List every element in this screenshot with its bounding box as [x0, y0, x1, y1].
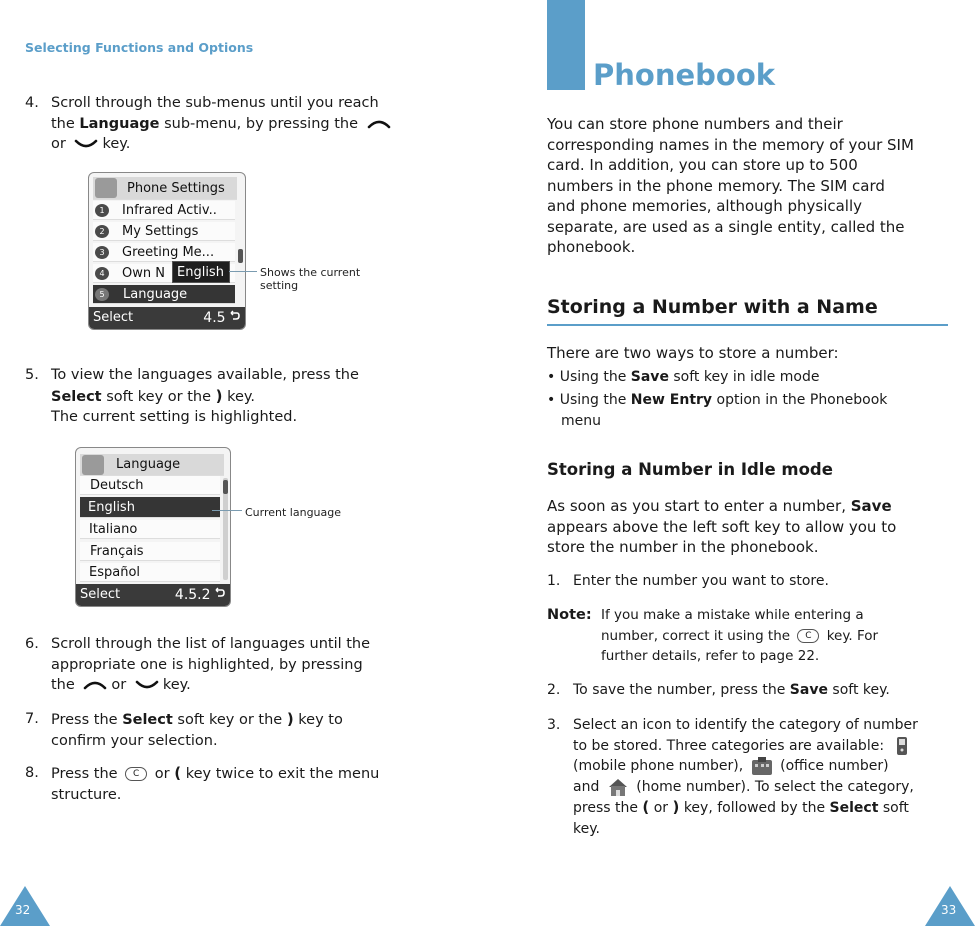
menu-item[interactable]: 2 My Settings: [93, 222, 235, 241]
step-number: 4.: [25, 95, 39, 111]
section-heading: Storing a Number with a Name: [547, 296, 878, 318]
c-key-icon: C: [797, 629, 819, 643]
page-number: 32: [15, 903, 31, 917]
subsection-heading: Storing a Number in Idle mode: [547, 460, 833, 479]
step-text: Press the C or ( key twice to exit the menu: [51, 764, 380, 782]
intro-paragraph: You can store phone numbers and their corresponding names in the memory of your SIM card. In addition, you can store up to 500 numbers in the phone memory. The SIM card and phone memories, although physically separate, are used as a single entity, called the phonebook.: [547, 115, 914, 256]
section-header: Selecting Functions and Options: [25, 40, 254, 55]
scrollbar-thumb[interactable]: [223, 480, 228, 494]
step-6: [25, 634, 445, 696]
scrollbar[interactable]: [238, 249, 243, 263]
step-3: 3. Select an icon to identify the category of number to be stored. Three categories are available: (mobile phone number), (office number) and (home number). To select the category, press the ( or ) key, followed by the Select soft key.: [547, 717, 918, 837]
c-key-icon: C: [125, 767, 147, 781]
language-option-selected[interactable]: English: [80, 497, 220, 518]
step-8: [25, 763, 445, 805]
step-5: [25, 365, 445, 427]
select-soft-key[interactable]: Select: [93, 310, 134, 325]
number-3-icon: 3: [95, 246, 109, 259]
step-text: Select soft key or the ) key.: [51, 386, 256, 405]
bullet-item: • Using the Save soft key in idle mode: [547, 369, 820, 385]
step-text: To save the number, press the Save soft key.: [573, 682, 890, 698]
language-option[interactable]: Italiano: [80, 520, 220, 539]
home-icon: [607, 777, 629, 797]
ways-intro: There are two ways to store a number:: [547, 344, 839, 362]
step-number: 8.: [25, 765, 39, 781]
down-key-icon: [74, 139, 98, 149]
step-text: Press the Select soft key or the ) key to: [51, 710, 343, 728]
menu-index: 4.5: [203, 307, 240, 329]
number-2-icon: 2: [95, 225, 109, 238]
menu-item-selected[interactable]: 5 Language: [93, 285, 235, 304]
back-arrow-icon: [215, 587, 225, 599]
step-text: Scroll through the sub-menus until you reach: [51, 95, 379, 111]
down-key-icon: [135, 680, 159, 690]
note-label: Note:: [547, 607, 592, 623]
step-text: or key.: [51, 136, 131, 152]
language-option[interactable]: Español: [80, 563, 220, 582]
phone-screen-settings: [88, 172, 246, 330]
language-icon: [82, 455, 104, 475]
current-setting-popup: English: [172, 261, 230, 283]
number-5-icon: 5: [95, 288, 109, 301]
phone-screen-language: [75, 447, 231, 607]
number-4-icon: 4: [95, 267, 109, 280]
step-number: 7.: [25, 711, 39, 727]
chapter-title: Phonebook: [593, 58, 776, 92]
back-arrow-icon: [230, 310, 240, 322]
left-soft-key-icon: (: [642, 798, 650, 816]
up-key-icon: [83, 680, 107, 690]
screen-header: Phone Settings: [93, 177, 237, 200]
up-key-icon: [367, 119, 391, 129]
right-soft-key-icon: ): [672, 798, 680, 816]
step-4: [25, 93, 445, 155]
step-7: [25, 709, 445, 751]
left-soft-key-icon: (: [174, 764, 182, 782]
chapter-tab: [547, 0, 585, 90]
menu-item[interactable]: 4 Own N: [93, 264, 235, 283]
right-soft-key-icon: ): [215, 386, 223, 405]
step-text: the or key.: [51, 677, 191, 693]
language-option[interactable]: Deutsch: [80, 476, 220, 495]
step-text: Enter the number you want to store.: [573, 573, 829, 589]
menu-index: 4.5.2: [175, 584, 225, 606]
menu-item[interactable]: 3 Greeting Me...: [93, 243, 235, 262]
note-block: Note: If you make a mistake while entering a number, correct it using the C key. For further details, refer to page 22.: [547, 607, 879, 664]
menu-item[interactable]: 1 Infrared Activ..: [93, 201, 235, 220]
step-number: 2.: [547, 682, 561, 698]
language-option[interactable]: Français: [80, 542, 220, 561]
step-number: 6.: [25, 636, 39, 652]
step-number: 1.: [547, 573, 561, 589]
step-number: 5.: [25, 367, 39, 383]
office-icon: [751, 756, 773, 776]
step-text: the Language sub-menu, by pressing the: [51, 114, 441, 135]
callout-current-setting: Shows the current setting: [260, 266, 361, 292]
screen-header: Language: [80, 454, 224, 476]
step-2: [547, 680, 957, 701]
number-1-icon: 1: [95, 204, 109, 217]
heading-rule: [547, 324, 948, 326]
settings-icon: [95, 178, 117, 198]
soft-key-bar: [76, 584, 230, 606]
step-text: appropriate one is highlighted, by pressing: [51, 656, 363, 673]
idle-paragraph: As soon as you start to enter a number, Save appears above the left soft key to allow you to store the number in the phonebook.: [547, 497, 897, 556]
step-number: 3.: [547, 717, 561, 733]
callout-line: [229, 271, 257, 272]
mobile-phone-icon: [895, 736, 909, 756]
right-soft-key-icon: ): [286, 710, 294, 728]
step-1: [547, 571, 957, 592]
callout-current-language: Current language: [245, 506, 342, 519]
step-text: To view the languages available, press the: [51, 367, 359, 383]
soft-key-bar: [89, 307, 245, 329]
bullet-item: • Using the New Entry option in the Phonebook menu: [547, 392, 888, 429]
step-text: structure.: [51, 786, 122, 803]
callout-line: [212, 510, 242, 511]
step-text: confirm your selection.: [51, 732, 218, 749]
page-number: 33: [941, 903, 957, 917]
select-soft-key[interactable]: Select: [80, 587, 121, 602]
step-text: The current setting is highlighted.: [51, 409, 298, 425]
step-text: Scroll through the list of languages until the: [51, 636, 371, 652]
